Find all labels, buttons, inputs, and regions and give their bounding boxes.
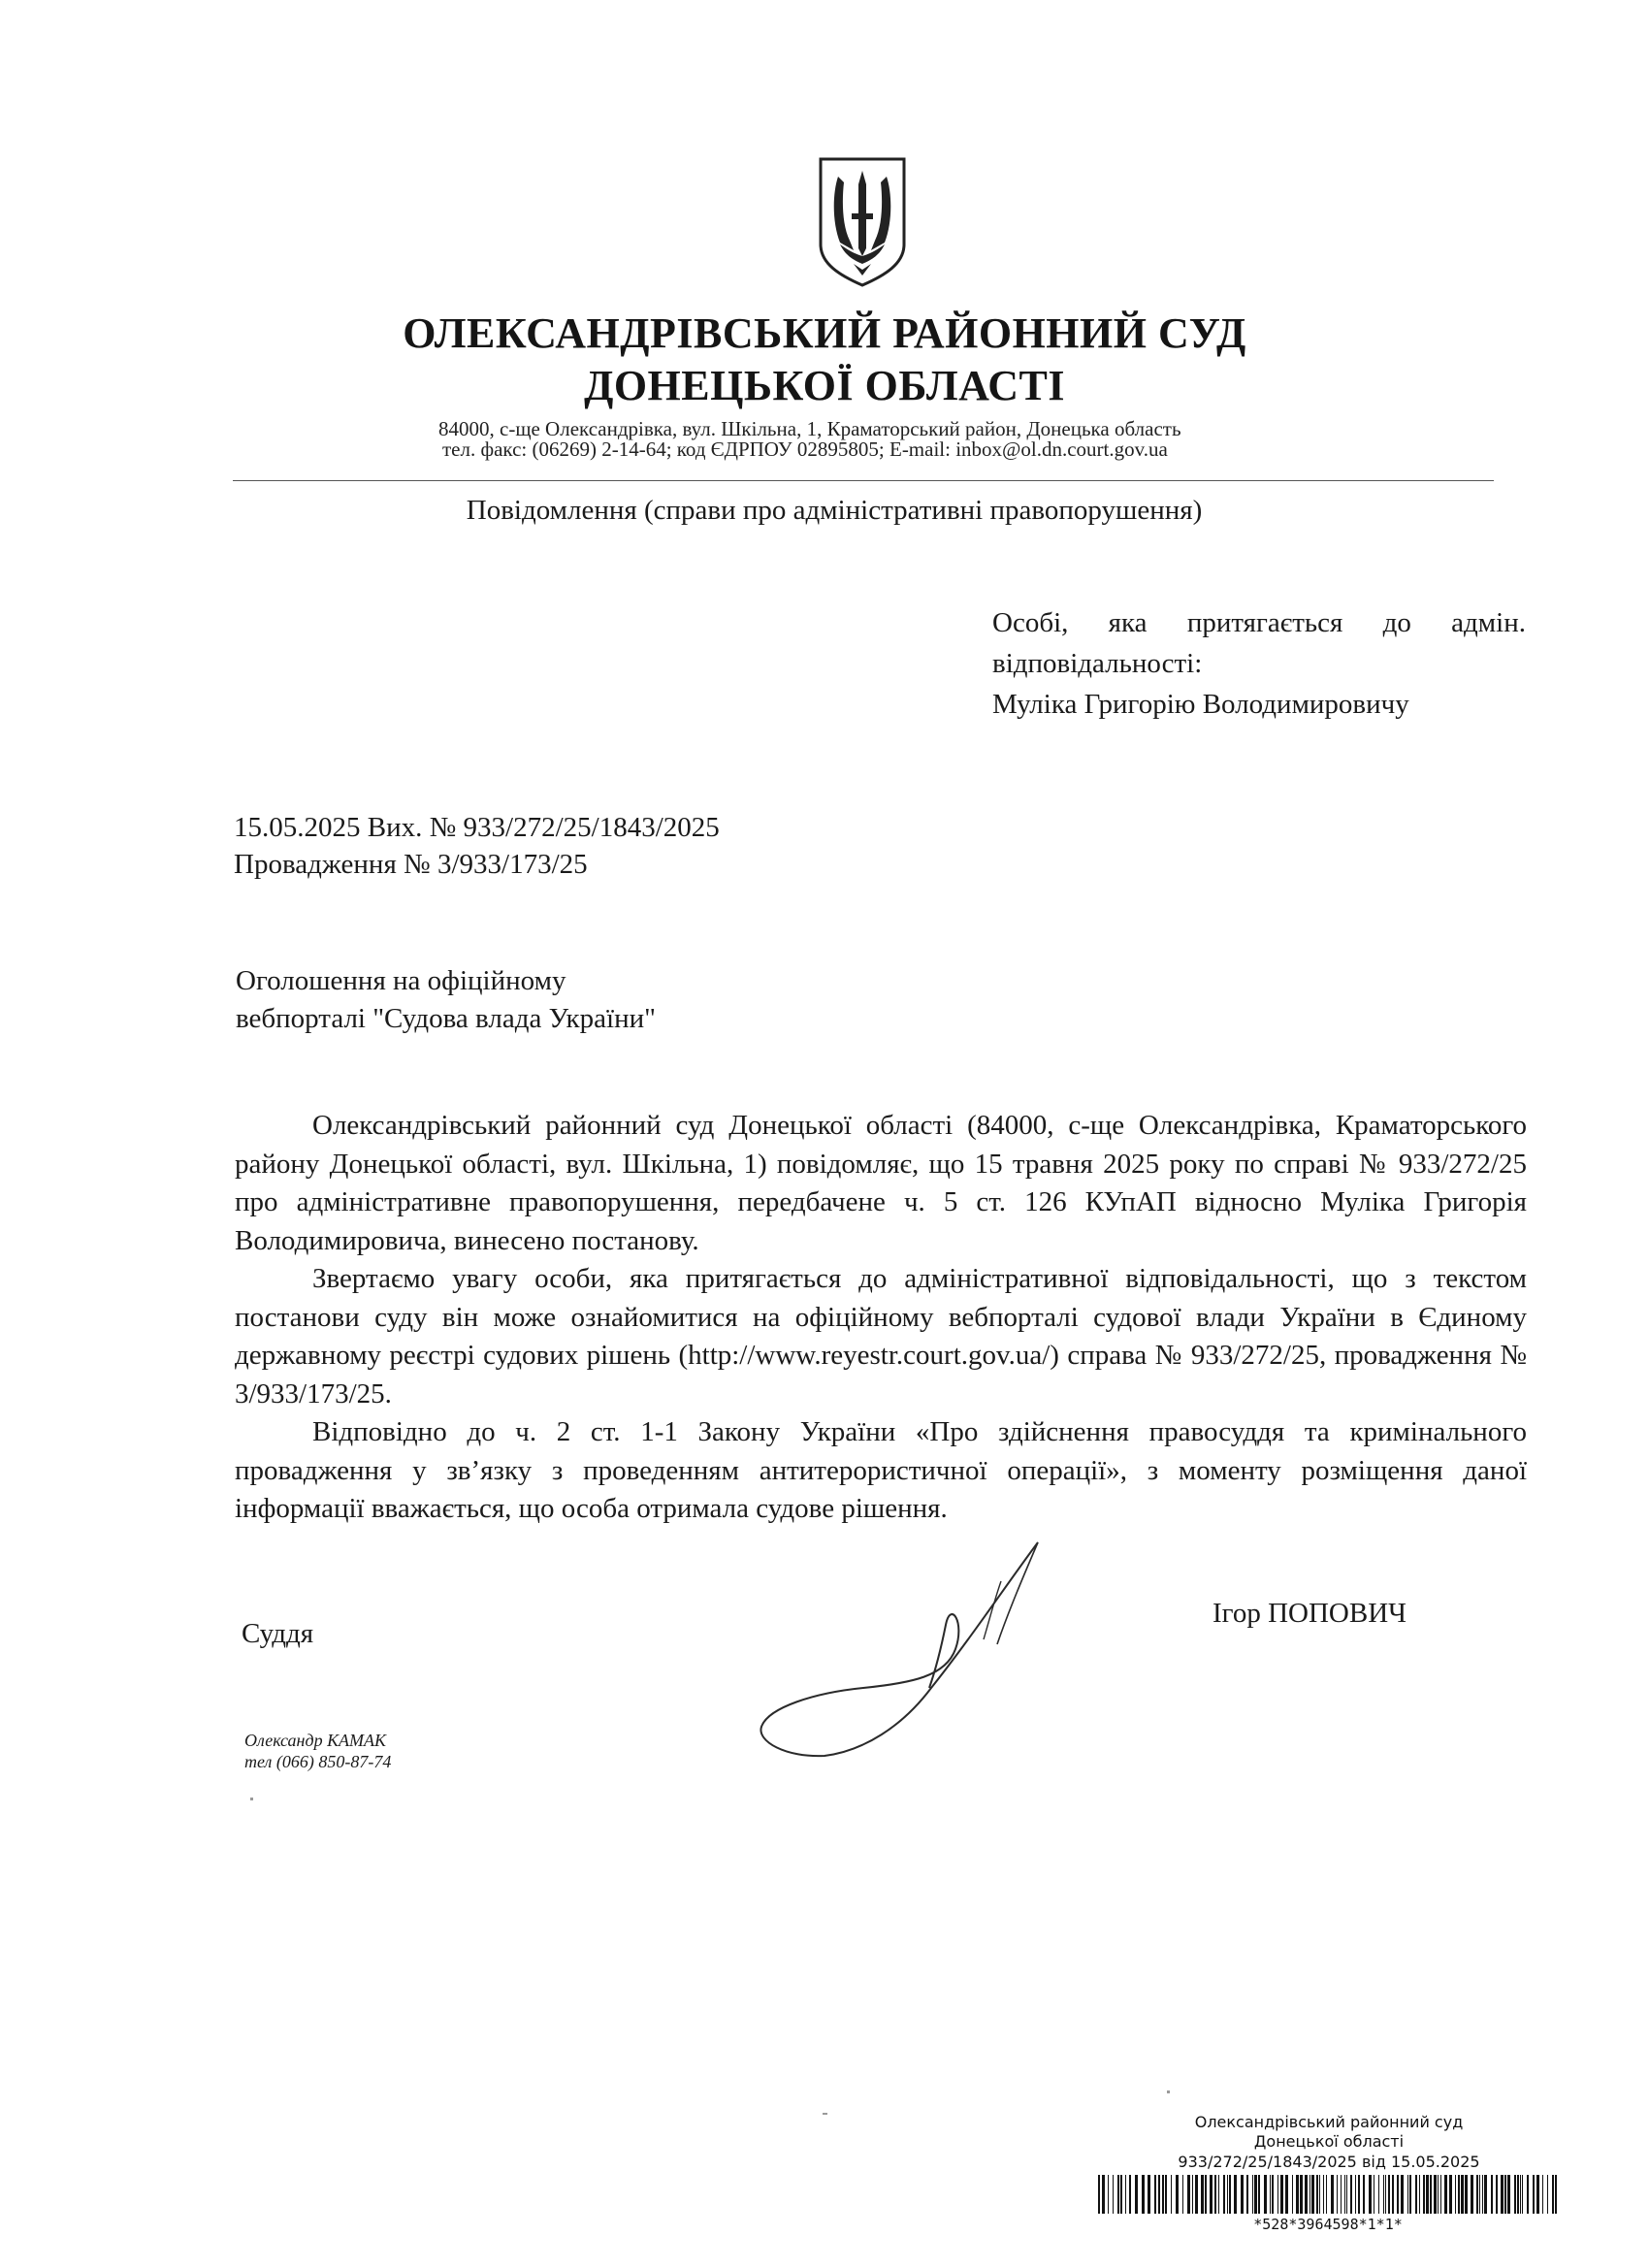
barcode-bar bbox=[1120, 2175, 1122, 2214]
barcode-bar bbox=[1479, 2175, 1480, 2214]
barcode-bar bbox=[1246, 2175, 1248, 2214]
barcode-bar bbox=[1125, 2175, 1126, 2214]
barcode-number: *528*3964598*1*1* bbox=[1253, 2216, 1403, 2233]
barcode-bar bbox=[1292, 2175, 1293, 2214]
barcode-bar bbox=[1555, 2175, 1557, 2214]
header-divider bbox=[233, 480, 1494, 481]
barcode-bar bbox=[1517, 2175, 1519, 2214]
court-contacts: тел. факс: (06269) 2-14-64; код ЄДРПОУ 02895805; E-mail: inbox@ol.dn.court.gov.ua bbox=[442, 437, 1168, 461]
barcode-bar bbox=[1210, 2175, 1212, 2214]
barcode-bar bbox=[1484, 2175, 1487, 2214]
barcode-bar bbox=[1117, 2175, 1119, 2214]
barcode-bar bbox=[1341, 2175, 1342, 2214]
barcode-bar bbox=[1148, 2175, 1150, 2214]
barcode-bar bbox=[1280, 2175, 1283, 2214]
barcode-bar bbox=[1171, 2175, 1172, 2214]
barcode-bar bbox=[1223, 2175, 1225, 2214]
barcode-bar bbox=[1311, 2175, 1314, 2214]
barcode-bar bbox=[1491, 2175, 1493, 2214]
addressee-line2: відповідальності: bbox=[992, 648, 1203, 679]
barcode-bar bbox=[1182, 2175, 1183, 2214]
judge-name: Ігор ПОПОВИЧ bbox=[1212, 1598, 1406, 1629]
outgoing-number: 15.05.2025 Вих. № 933/272/25/1843/2025 bbox=[234, 812, 720, 843]
barcode-bar bbox=[1135, 2175, 1138, 2214]
barcode-bar bbox=[1102, 2175, 1105, 2214]
barcode-bar bbox=[1514, 2175, 1516, 2214]
barcode-bar bbox=[1430, 2175, 1432, 2214]
barcode-bar bbox=[1176, 2175, 1179, 2214]
judge-label: Суддя bbox=[242, 1618, 314, 1649]
barcode-bar bbox=[1162, 2175, 1164, 2214]
barcode-bar bbox=[1326, 2175, 1327, 2214]
scan-speck bbox=[250, 1798, 253, 1800]
barcode-bar bbox=[1277, 2175, 1278, 2214]
barcode-bar bbox=[1258, 2175, 1260, 2214]
barcode-bar bbox=[1419, 2175, 1420, 2214]
barcode-bar bbox=[1363, 2175, 1365, 2214]
barcode-bar bbox=[1458, 2175, 1460, 2214]
barcode-bar bbox=[1285, 2175, 1288, 2214]
body-paragraph: Відповідно до ч. 2 ст. 1-1 Закону України «Про здійснення правосуддя та кримінального провадження у зв’язку з проведенням антитерористичної операції», з моменту розміщення даної інформації вважається, що особа отримала судове рішення. bbox=[235, 1416, 1527, 1524]
barcode-bar bbox=[1229, 2175, 1231, 2214]
barcode-bar bbox=[1501, 2175, 1504, 2214]
barcode-bar bbox=[1378, 2175, 1379, 2214]
barcode-bar bbox=[1201, 2175, 1204, 2214]
barcode-bar bbox=[1369, 2175, 1372, 2214]
barcode-bar bbox=[1344, 2175, 1345, 2214]
barcode-bar bbox=[1113, 2175, 1114, 2214]
barcode-bar bbox=[1187, 2175, 1190, 2214]
executor-phone: тел (066) 850-87-74 bbox=[244, 1752, 392, 1771]
court-name-line2: ДОНЕЦЬКОЇ ОБЛАСТІ bbox=[584, 362, 1065, 409]
barcode-bar bbox=[1409, 2175, 1411, 2214]
barcode-bar bbox=[1195, 2175, 1198, 2214]
court-name-line1: ОЛЕКСАНДРІВСЬКИЙ РАЙОННИЙ СУД bbox=[403, 309, 1246, 357]
barcode-bar bbox=[1496, 2175, 1498, 2214]
barcode-bar bbox=[1264, 2175, 1267, 2214]
scan-speck bbox=[1167, 2090, 1170, 2093]
barcode-bar bbox=[1401, 2175, 1404, 2214]
barcode-bar bbox=[1323, 2175, 1324, 2214]
barcode-bar bbox=[1385, 2175, 1386, 2214]
barcode-bar bbox=[1098, 2175, 1100, 2214]
handwritten-signature bbox=[747, 1533, 1067, 1766]
barcode-bar bbox=[1205, 2175, 1207, 2214]
barcode-bar bbox=[1383, 2175, 1384, 2214]
barcode-bar bbox=[1331, 2175, 1334, 2214]
barcode-bar bbox=[1397, 2175, 1399, 2214]
stamp-region: Донецької області bbox=[1253, 2132, 1405, 2151]
addressee-word: Особі, bbox=[992, 607, 1069, 638]
barcode-bar bbox=[1423, 2175, 1425, 2214]
court-address: 84000, с-ще Олександрівка, вул. Шкільна, 1, Краматорський район, Донецька область bbox=[438, 417, 1181, 440]
body-paragraph: Олександрівський районний суд Донецької області (84000, с-ще Олександрівка, Краматорського району Донецької області, вул. Шкільна, 1) повідомляє, що 15 травня 2025 року по справі № 933/272/25 про адміністративне правопорушення, передбачене ч. 5 ст. 126 КУпАП відносно Муліка Григорія Володимировича, винесено постанову. bbox=[235, 1110, 1527, 1256]
barcode-bar bbox=[1346, 2175, 1347, 2214]
barcode-bar bbox=[1300, 2175, 1303, 2214]
barcode-bar bbox=[1214, 2175, 1216, 2214]
barcode bbox=[1096, 2175, 1560, 2214]
barcode-bar bbox=[1388, 2175, 1390, 2214]
barcode-bar bbox=[1319, 2175, 1320, 2214]
body-paragraph: Звертаємо увагу особи, яка притягається до адміністративної відповідальності, що з текстом постанови суду він може ознайомитися на офіційному вебпорталі судової влади України в Єдиному державному реєстрі судових рішень (http://www.reyestr.court.gov.ua/) справа № 933/272/25, провадження № 3/933/173/25. bbox=[235, 1263, 1527, 1409]
barcode-bar bbox=[1527, 2175, 1529, 2214]
barcode-bar bbox=[1407, 2175, 1408, 2214]
barcode-bar bbox=[1415, 2175, 1417, 2214]
barcode-bar bbox=[1536, 2175, 1539, 2214]
barcode-bar bbox=[1337, 2175, 1338, 2214]
announcement-line1: Оголошення на офіційному bbox=[236, 965, 566, 996]
barcode-bar bbox=[1465, 2175, 1468, 2214]
barcode-bar bbox=[1520, 2175, 1521, 2214]
barcode-bar bbox=[1542, 2175, 1543, 2214]
barcode-bar bbox=[1547, 2175, 1548, 2214]
executor-name: Олександр КАМАК bbox=[244, 1731, 386, 1750]
barcode-bar bbox=[1252, 2175, 1253, 2214]
barcode-bar bbox=[1254, 2175, 1257, 2214]
barcode-bar bbox=[1350, 2175, 1352, 2214]
barcode-bar bbox=[1440, 2175, 1441, 2214]
stamp-court-name: Олександрівський районний суд bbox=[1194, 2113, 1464, 2131]
barcode-bar bbox=[1476, 2175, 1478, 2214]
barcode-bar bbox=[1358, 2175, 1360, 2214]
barcode-bar bbox=[1507, 2175, 1510, 2214]
barcode-bar bbox=[1455, 2175, 1456, 2214]
barcode-bar bbox=[1504, 2175, 1506, 2214]
barcode-bar bbox=[1129, 2175, 1131, 2214]
barcode-bar bbox=[1154, 2175, 1156, 2214]
barcode-bar bbox=[1218, 2175, 1219, 2214]
addressee-name: Муліка Григорію Володимировичу bbox=[992, 689, 1409, 720]
barcode-bar bbox=[1471, 2175, 1473, 2214]
stamp-registration: 933/272/25/1843/2025 від 15.05.2025 bbox=[1178, 2153, 1480, 2171]
barcode-bar bbox=[1434, 2175, 1437, 2214]
scan-speck bbox=[823, 2113, 827, 2115]
barcode-bar bbox=[1461, 2175, 1464, 2214]
barcode-bar bbox=[1241, 2175, 1244, 2214]
addressee-word: яка bbox=[1108, 607, 1148, 638]
notice-title: Повідомлення (справи про адміністративні правопорушення) bbox=[466, 495, 1203, 526]
notice-body bbox=[235, 1107, 1527, 1529]
barcode-bar bbox=[1108, 2175, 1109, 2214]
trident-coat-of-arms-icon bbox=[815, 155, 910, 289]
addressee-word: притягається bbox=[1186, 607, 1343, 638]
barcode-bar bbox=[1392, 2175, 1394, 2214]
proceeding-number: Провадження № 3/933/173/25 bbox=[234, 849, 588, 880]
barcode-bar bbox=[1533, 2175, 1535, 2214]
barcode-bar bbox=[1316, 2175, 1318, 2214]
barcode-bar bbox=[1444, 2175, 1447, 2214]
barcode-bar bbox=[1438, 2175, 1439, 2214]
barcode-bar bbox=[1272, 2175, 1274, 2214]
addressee-word: до bbox=[1382, 607, 1411, 638]
barcode-bar bbox=[1449, 2175, 1452, 2214]
barcode-bar bbox=[1234, 2175, 1237, 2214]
barcode-bar bbox=[1522, 2175, 1523, 2214]
announcement-line2: вебпорталі "Судова влада України" bbox=[236, 1003, 656, 1034]
addressee-line1 bbox=[992, 607, 1526, 639]
barcode-bar bbox=[1192, 2175, 1193, 2214]
barcode-bar bbox=[1165, 2175, 1167, 2214]
barcode-bar bbox=[1142, 2175, 1145, 2214]
barcode-bar bbox=[1227, 2175, 1228, 2214]
barcode-bar bbox=[1158, 2175, 1160, 2214]
barcode-bar bbox=[1296, 2175, 1299, 2214]
barcode-bar bbox=[1552, 2175, 1554, 2214]
addressee-word: адмін. bbox=[1451, 607, 1526, 638]
barcode-bar bbox=[1355, 2175, 1356, 2214]
barcode-bar bbox=[1426, 2175, 1429, 2214]
barcode-bar bbox=[1305, 2175, 1308, 2214]
barcode-bar bbox=[1482, 2175, 1483, 2214]
barcode-bar bbox=[1270, 2175, 1271, 2214]
